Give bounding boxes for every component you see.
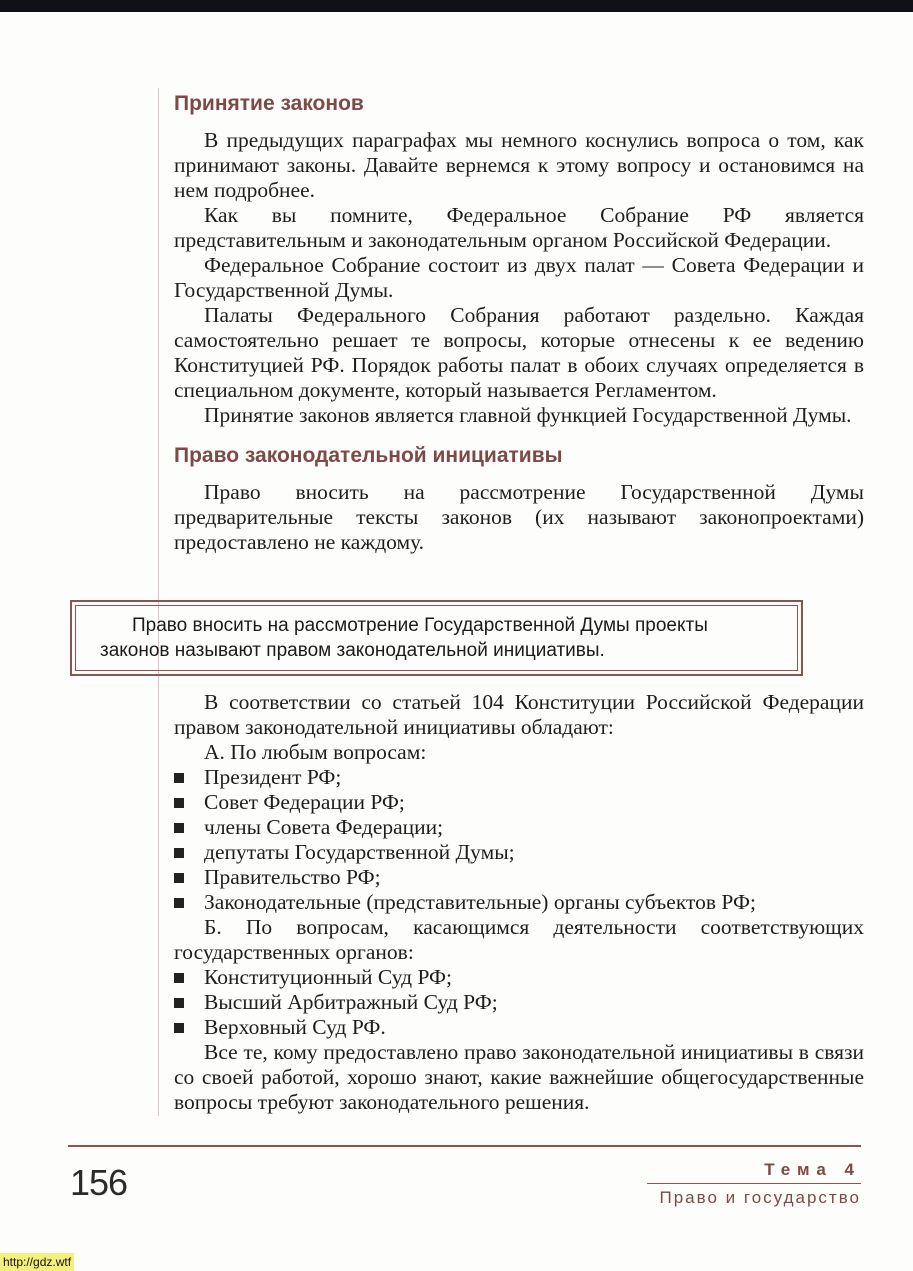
bullet-icon [174,773,184,783]
initiative-holders [174,690,864,1115]
bullet-icon [174,873,184,883]
heading-adopting-laws: Принятие законов [174,92,364,115]
paragraph: Все те, кому предоставлено право законодательной инициативы в связи со своей работой, хорошо знают, какие важнейшие общегосударственные вопросы требуют законодательного решения. [174,1040,864,1114]
bullet-icon [174,1023,184,1033]
bullet-icon [174,848,184,858]
list-item: Верховный Суд РФ. [174,1015,864,1040]
watermark-link[interactable]: http://gdz.wtf [0,1253,74,1271]
paragraph: Как вы помните, Федеральное Собрание РФ является представительным и законодательным органом Российской Федерации. [174,203,864,252]
list-a [174,765,864,915]
definition-line: Право вносить на рассмотрение Государственной Думы проекты [132,615,708,636]
list-item: Законодательные (представительные) органы субъектов РФ; [174,890,864,915]
list-item: члены Совета Федерации; [174,815,864,840]
list-item: Высший Арбитражный Суд РФ; [174,990,864,1015]
heading-legislative-initiative: Право законодательной инициативы [174,444,563,467]
paragraph: В соответствии со статьей 104 Конституции Российской Федерации правом законодательной инициативы обладают: [174,690,864,739]
definition-box [70,600,803,676]
paragraph: Право вносить на рассмотрение Государственной Думы предварительные тексты законов (их называют законопроектами) предоставлено не каждому. [174,480,864,554]
group-a-label: А. По любым вопросам: [204,740,427,764]
page-number: 156 [70,1162,128,1203]
paragraph: Палаты Федерального Собрания работают раздельно. Каждая самостоятельно решает те вопросы, которые отнесены к ее ведению Конституцией РФ. Порядок работы палат в обоих случаях определяется в специальном документе, который называется Регламентом. [174,303,864,402]
definition-line: законов называют правом законодательной инициативы. [100,640,605,661]
bullet-icon [174,798,184,808]
group-b-label: Б. По вопросам, касающимся деятельности соответствующих государственных органов: [174,915,864,964]
list-b [174,965,864,1040]
list-item: Конституционный Суд РФ; [174,965,864,990]
bullet-icon [174,898,184,908]
list-item: Совет Федерации РФ; [174,790,864,815]
top-edge-bar [0,0,913,12]
list-item: Правительство РФ; [174,865,864,890]
definition-text [75,605,798,671]
footer-theme [647,1160,861,1208]
list-item: Президент РФ; [174,765,864,790]
bullet-icon [174,973,184,983]
theme-label: Тема 4 [764,1160,861,1179]
bullet-icon [174,823,184,833]
paragraph: В предыдущих параграфах мы немного коснулись вопроса о том, как принимают законы. Давайте вернемся к этому вопросу и остановимся на нем подробнее. [174,128,864,202]
bullet-icon [174,998,184,1008]
paragraph: Принятие законов является главной функцией Государственной Думы. [204,403,852,427]
paragraph: Федеральное Собрание состоит из двух палат — Совета Федерации и Государственной Думы. [174,253,864,302]
footer-rule [68,1145,861,1147]
theme-divider [647,1183,861,1184]
list-item: депутаты Государственной Думы; [174,840,864,865]
theme-title: Право и государство [659,1188,861,1207]
main-text [174,88,864,555]
